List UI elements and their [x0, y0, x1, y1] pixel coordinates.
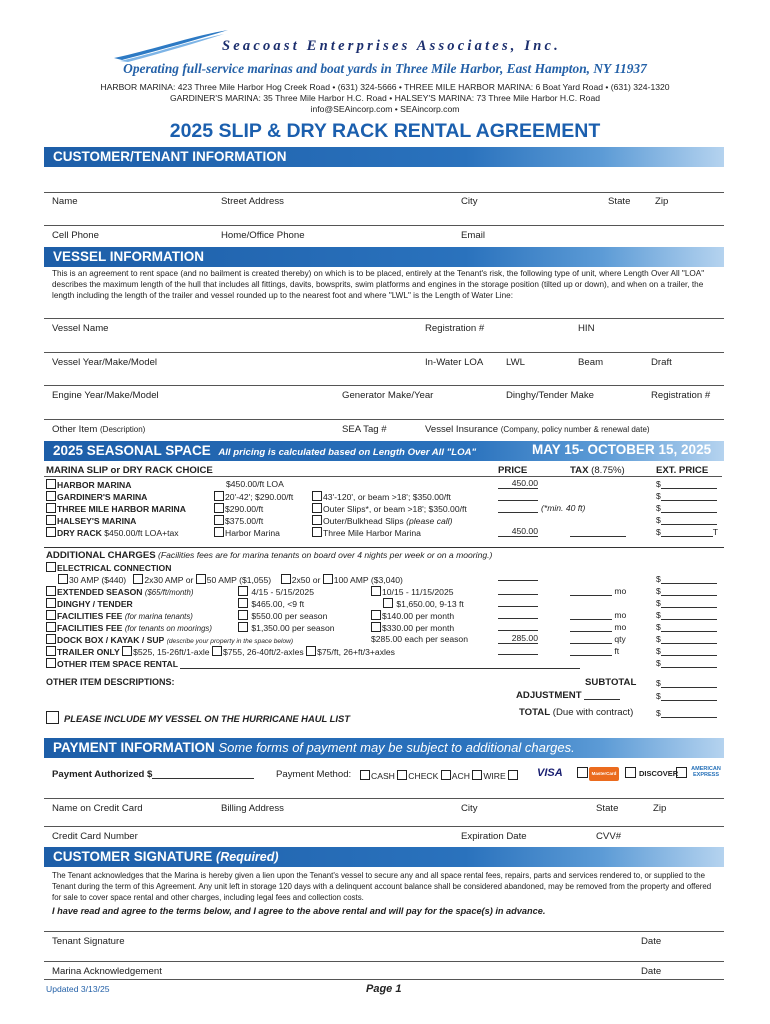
payment-note: Some forms of payment may be subject to additional charges. — [218, 740, 575, 755]
dinghy-price-line[interactable] — [498, 606, 538, 607]
check-option: CHECK — [408, 771, 439, 781]
card-number-label: Credit Card Number — [52, 831, 138, 842]
qty-unit: qty — [614, 634, 626, 644]
ach-option: ACH — [451, 771, 470, 781]
total-field[interactable] — [656, 708, 717, 718]
fac1-opt-1[interactable] — [238, 610, 327, 621]
other-item-descriptions-label: OTHER ITEM DESCRIPTIONS: — [46, 677, 175, 687]
vessel-heading: VESSEL INFORMATION — [53, 249, 205, 264]
agreement-title: 2025 SLIP & DRY RACK RENTAL AGREEMENT — [169, 120, 601, 142]
three-mile-opt-1[interactable] — [214, 503, 263, 514]
other-space-text: OTHER ITEM SPACE RENTAL — [57, 659, 178, 669]
subtotal-field[interactable] — [656, 678, 717, 688]
tax-column-header — [570, 465, 625, 476]
extended-opt-1[interactable] — [238, 586, 314, 597]
dollar-sign: $ — [656, 622, 661, 632]
vessel-description-text: This is an agreement to rent space (and no bailment is created thereby) on which is to be placed, entirely at the Tenant's risk, the following type of unit, where Length Over All "LOA" describes the maximum length of the hull that includes all fittings, davits, bowsprits, swim platforms and engines in the storage position (tilted up or down), and when on a trailer, the length including the length of the trailer and vessel rounded up to the nearest foot and where "LWL" is the Length of Water Line: — [52, 269, 705, 300]
halseys-marina-choice[interactable] — [46, 515, 136, 526]
season-heading-text: 2025 SEASONAL SPACE — [53, 443, 211, 458]
name-on-card-label: Name on Credit Card — [52, 803, 143, 814]
gardiners-opt-1-text: 20'-42'; $290.00/ft — [225, 492, 294, 502]
additional-heading-text: ADDITIONAL CHARGES — [46, 550, 156, 561]
payment-authorized-text: Payment Authorized $ — [52, 769, 153, 780]
gardiners-opt-1[interactable] — [214, 491, 293, 502]
halseys-opt-1[interactable] — [214, 515, 263, 526]
halseys-marina-text: HALSEY'S MARINA — [57, 516, 137, 526]
payment-heading-text: PAYMENT INFORMATION — [53, 740, 215, 755]
billing-state-label: State — [596, 803, 619, 814]
three-mile-harbor-text: THREE MILE HARBOR MARINA — [57, 504, 186, 514]
signature-required: (Required) — [216, 850, 279, 864]
dry-rack-tax-line[interactable] — [570, 536, 626, 537]
dollar-sign: $ — [656, 479, 661, 489]
add-ext-row — [656, 646, 717, 658]
footer-rule — [44, 979, 724, 980]
extended-opt-2[interactable] — [371, 586, 454, 597]
vessel-year-line[interactable] — [44, 352, 724, 353]
total-label — [519, 707, 633, 718]
other-item-label — [52, 424, 145, 435]
billing-address-label: Billing Address — [221, 803, 284, 814]
cell-phone-label: Cell Phone — [52, 230, 99, 241]
dollar-sign: $ — [656, 515, 661, 525]
draft-label: Draft — [651, 357, 672, 368]
phone-email-line[interactable] — [44, 225, 724, 226]
vessel-name-label: Vessel Name — [52, 323, 109, 334]
three-mile-opt-2[interactable] — [312, 503, 467, 514]
home-phone-label: Home/Office Phone — [221, 230, 305, 241]
dollar-sign: $ — [656, 678, 661, 688]
email-label: Email — [461, 230, 485, 241]
vessel-section-header — [44, 247, 724, 267]
dry-rack-opt-2-text: Three Mile Harbor Marina — [323, 528, 421, 538]
season-header-rule — [44, 476, 722, 477]
fac2-price-line[interactable] — [498, 630, 538, 631]
extended-rate: ($65/ft/month) — [144, 588, 194, 597]
harbor-marina-text: HARBOR MARINA — [57, 480, 132, 490]
three-mile-opt-2-text: Outer Slips*, or beam >18'; $350.00/ft — [323, 504, 467, 514]
tenant-date-label: Date — [641, 936, 662, 947]
payment-method — [276, 769, 351, 780]
trailer-ft[interactable] — [570, 646, 619, 656]
dry-rack-opt-1[interactable] — [214, 527, 280, 538]
vessel-year-make-model-label: Vessel Year/Make/Model — [52, 357, 158, 368]
dock-price[interactable]: 285.00 — [498, 633, 538, 644]
elec-price-line[interactable] — [498, 580, 538, 581]
ext-season-price-line[interactable] — [498, 594, 538, 595]
insurance-desc: (Company, policy number & renewal date) — [500, 425, 650, 434]
dinghy-opt-2-text: $1,650.00, 9-13 ft — [396, 599, 464, 609]
beam-label: Beam — [578, 357, 604, 368]
fac2-opt-1[interactable] — [238, 622, 335, 633]
price-column-header: PRICE — [498, 465, 528, 476]
elec-50amp: 50 AMP ($1,055) — [206, 575, 272, 585]
sea-tag-label: SEA Tag # — [342, 424, 387, 435]
card-number-line[interactable] — [44, 826, 724, 827]
registration2-label: Registration # — [651, 390, 711, 401]
dinghy-opt-2[interactable] — [383, 598, 464, 609]
hin-label: HIN — [578, 323, 595, 334]
total-note: (Due with contract) — [552, 707, 634, 718]
inwater-loa-label: In-Water LOA — [425, 357, 484, 368]
marina-addresses-1: HARBOR MARINA: 423 Three Mile Harbor Hog Creek Road • (631) 324-5666 • THREE MILE HARBOR MARINA: 6 Boat Yard Road • (631) 324-1320 — [100, 82, 670, 92]
electrical-connection[interactable] — [46, 562, 171, 573]
dollar-sign: $ — [656, 527, 661, 537]
dinghy-make-label: Dinghy/Tender Make — [506, 390, 594, 401]
marina-addresses-2: GARDINER'S MARINA: 35 Three Mile Harbor H.C. Road • HALSEY'S MARINA: 73 Three Mile Harbor H.C. Road — [169, 93, 601, 103]
fac1-opt-1-text: $550.00 per season — [251, 611, 328, 621]
three-mile-min-note: (*min. 40 ft) — [541, 503, 586, 513]
subtotal-label: SUBTOTAL — [585, 677, 637, 688]
extended-opt-1-text: 4/15 - 5/15/2025 — [251, 587, 314, 597]
tax-rate: (8.75%) — [591, 465, 625, 476]
fac2-opt-2-text: $330.00 per month — [382, 623, 455, 633]
other-item-space[interactable] — [46, 658, 580, 669]
amex-icon: AMERICAN EXPRESS — [691, 766, 721, 778]
trailer-opt-3: $75/ft, 26+ft/3+axles — [317, 647, 395, 657]
engine-label: Engine Year/Make/Model — [52, 390, 159, 401]
dry-rack-opt-1-text: Harbor Marina — [225, 528, 280, 538]
insurance-text: Vessel Insurance — [425, 424, 499, 435]
elec-2x30amp: 2x30 AMP or — [144, 575, 194, 585]
payment-method-options[interactable] — [360, 770, 519, 781]
expiration-label: Expiration Date — [461, 831, 527, 842]
dollar-sign: $ — [656, 574, 661, 584]
lien-acknowledgement-text: The Tenant acknowledges that the Marina is hereby given a lien upon the Tenant's vessel to secure any and all space rental fees, repairs, parts and services rendered to, or supplied to the Tenant during the term of this Agreement. Any unit left in storage 120 days with a delinquent account balance shall be considered abandoned, may be removed from the property and offered for sale to cover space rental and other charges, including legal fees and collection costs. — [52, 871, 712, 902]
fac2-opt-1-text: $1,350.00 per season — [251, 623, 335, 633]
ext-season-months[interactable] — [570, 586, 626, 596]
fac2-note: (for tenants on moorings) — [124, 624, 212, 633]
dock-box-kayak[interactable] — [46, 634, 293, 645]
extended-season-text: EXTENDED SEASON — [57, 587, 143, 597]
dollar-sign: $ — [656, 646, 661, 656]
season-heading — [53, 443, 476, 458]
name-address-line[interactable] — [44, 192, 724, 193]
card-name-line[interactable] — [44, 798, 724, 799]
fac2-months[interactable] — [570, 622, 626, 632]
dock-note: (describe your property in the space below) — [166, 638, 294, 645]
dry-rack-price[interactable]: 450.00 — [498, 526, 538, 537]
adjustment-label — [516, 690, 620, 701]
dollar-sign: $ — [656, 598, 661, 608]
dinghy-tender-text: DINGHY / TENDER — [57, 599, 133, 609]
season-dates: MAY 15- OCTOBER 15, 2025 — [532, 442, 712, 457]
dollar-sign: $ — [656, 491, 661, 501]
signature-heading-text: CUSTOMER SIGNATURE — [53, 849, 213, 864]
agree-statement: I have read and agree to the terms below, and I agree to the above rental and will pay for the space(s) in advance. — [52, 906, 546, 916]
discover-checkbox[interactable] — [676, 767, 687, 778]
company-tagline: Operating full-service marinas and boat yards in Three Mile Harbor, East Hampton, NY 11937 — [123, 61, 647, 76]
mastercard-checkbox[interactable] — [625, 767, 636, 778]
dry-rack-rate: $450.00/ft LOA+tax — [104, 528, 179, 538]
fac2-text: FACILITIES FEE — [57, 623, 123, 633]
dock-text: DOCK BOX / KAYAK / SUP — [57, 635, 165, 645]
mo-unit: mo — [614, 610, 627, 620]
wire-option: WIRE — [483, 771, 506, 781]
fac1-opt-2[interactable] — [371, 610, 454, 621]
three-mile-price-line[interactable] — [498, 512, 538, 513]
street-label: Street Address — [221, 196, 284, 207]
gardiners-opt-2-text: 43'-120', or beam >18'; $350.00/ft — [323, 492, 451, 502]
contact-email-web: info@SEAincorp.com • SEAincorp.com — [310, 104, 460, 114]
dollar-sign: $ — [656, 634, 661, 644]
payment-authorized[interactable] — [52, 769, 254, 780]
three-mile-harbor-choice[interactable] — [46, 503, 186, 514]
total-text: TOTAL — [519, 707, 551, 718]
ext-price-column-header: EXT. PRICE — [656, 465, 709, 476]
mo-unit: mo — [614, 622, 627, 632]
updated-date: Updated 3/13/25 — [46, 984, 110, 994]
extended-season[interactable] — [46, 586, 193, 597]
elec-2x50: 2x50 or — [291, 575, 321, 585]
payment-method-text: Payment Method: — [276, 769, 352, 780]
dock-opt: $285.00 each per season — [371, 634, 468, 644]
taxable-mark: T — [712, 527, 719, 537]
dollar-sign: $ — [656, 658, 661, 668]
add-ext-row — [656, 598, 717, 610]
additional-top-rule — [44, 547, 724, 548]
customer-section-header — [44, 147, 724, 167]
halseys-please-call: (please call) — [406, 516, 453, 526]
season-section-header — [44, 441, 724, 461]
page-number: Page 1 — [366, 983, 402, 995]
other-item-text: Other Item — [52, 424, 98, 435]
ext-price-row-5 — [656, 527, 718, 539]
dollar-sign: $ — [656, 610, 661, 620]
fac1-opt-2-text: $140.00 per month — [382, 611, 455, 621]
ext-price-row-4 — [656, 515, 718, 527]
add-ext-row — [656, 634, 717, 646]
halseys-opt-2[interactable] — [312, 515, 452, 526]
dry-rack-text: DRY RACK — [57, 528, 102, 538]
facilities-fee-mooring[interactable] — [46, 622, 212, 633]
payment-heading — [53, 740, 575, 755]
pricing-note: All pricing is calculated based on Length Over All "LOA" — [218, 447, 477, 458]
marina-ack-label: Marina Acknowledgement — [52, 966, 162, 977]
company-logo-swoosh-icon — [112, 28, 230, 62]
generator-label: Generator Make/Year — [342, 390, 434, 401]
dollar-sign: $ — [656, 503, 661, 513]
halseys-opt-1-text: $375.00/ft — [225, 516, 264, 526]
additional-ext-price-column[interactable] — [656, 574, 717, 670]
engine-line[interactable] — [44, 385, 724, 386]
three-mile-opt-1-text: $290.00/ft — [225, 504, 264, 514]
harbor-marina-choice[interactable] — [46, 479, 131, 490]
cash-option: CASH — [371, 771, 395, 781]
dock-qty[interactable] — [570, 634, 626, 644]
city-label: City — [461, 196, 478, 207]
fac1-text: FACILITIES FEE — [57, 611, 123, 621]
gardiners-marina-text: GARDINER'S MARINA — [57, 492, 148, 502]
dinghy-opt-1[interactable] — [238, 598, 304, 609]
choice-column-header: MARINA SLIP or DRY RACK CHOICE — [46, 465, 213, 476]
dry-rack-choice[interactable] — [46, 527, 179, 538]
gardiners-opt-2[interactable] — [312, 491, 451, 502]
dollar-sign: $ — [656, 691, 661, 701]
ext-price-row-3 — [656, 503, 718, 515]
tenant-signature-line[interactable] — [44, 931, 724, 932]
name-label: Name — [52, 196, 78, 207]
billing-city-label: City — [461, 803, 478, 814]
trailer-price-line[interactable] — [498, 654, 538, 655]
payment-section-header — [44, 738, 724, 758]
add-ext-row — [656, 658, 717, 670]
discover-icon: DISCOVER — [639, 769, 679, 778]
ext-price-row-2 — [656, 491, 718, 503]
add-ext-row — [656, 622, 717, 634]
vessel-name-line[interactable] — [44, 318, 724, 319]
extended-opt-2-text: 10/15 - 11/15/2025 — [382, 587, 454, 597]
lwl-label: LWL — [506, 357, 526, 368]
visa-checkbox[interactable] — [577, 767, 588, 778]
adjustment-text: ADJUSTMENT — [516, 690, 582, 701]
dinghy-tender[interactable] — [46, 598, 133, 609]
add-ext-row — [656, 610, 717, 622]
registration-label: Registration # — [425, 323, 485, 334]
billing-zip-label: Zip — [653, 803, 667, 814]
mastercard-icon: MasterCard — [589, 767, 619, 781]
dollar-sign: $ — [656, 708, 661, 718]
adjustment-field[interactable] — [656, 691, 717, 701]
tenant-signature-label: Tenant Signature — [52, 936, 125, 947]
trailer-only[interactable] — [46, 646, 395, 657]
dinghy-opt-1-text: $465.00, <9 ft — [251, 599, 305, 609]
additional-heading-note: (Facilities fees are for marina tenants on board over 4 nights per week or on a mooring.) — [158, 550, 493, 560]
electrical-options[interactable] — [58, 574, 403, 585]
signature-section-header — [44, 847, 724, 867]
fac1-months[interactable] — [570, 610, 626, 620]
add-ext-row — [656, 586, 717, 598]
other-item-desc: (Description) — [100, 425, 146, 434]
fac1-price-line[interactable] — [498, 618, 538, 619]
add-ext-row — [656, 574, 717, 586]
halseys-opt-2-text: Outer/Bulkhead Slips — [323, 516, 404, 526]
fac1-note: (for marina tenants) — [124, 612, 193, 621]
gardiners-marina-choice[interactable] — [46, 491, 147, 502]
zip-label: Zip — [655, 196, 669, 207]
other-item-line[interactable] — [44, 419, 724, 420]
hurricane-haul-checkbox[interactable] — [46, 711, 59, 724]
signature-heading — [53, 849, 279, 864]
additional-charges-heading — [46, 550, 492, 561]
gardiners-price-line[interactable] — [498, 500, 538, 501]
marina-date-label: Date — [641, 966, 662, 977]
tax-text: TAX — [570, 465, 589, 476]
fac2-opt-2[interactable] — [371, 622, 454, 633]
hurricane-haul-label: PLEASE INCLUDE MY VESSEL ON THE HURRICANE HAUL LIST — [64, 713, 350, 724]
harbor-marina-rate: $450.00/ft LOA — [226, 479, 284, 489]
company-name: Seacoast Enterprises Associates, Inc. — [222, 38, 562, 54]
season-ext-price-column[interactable] — [656, 479, 718, 539]
harbor-marina-price[interactable]: 450.00 — [498, 478, 538, 489]
mo-unit: mo — [614, 586, 627, 596]
customer-heading: CUSTOMER/TENANT INFORMATION — [53, 149, 287, 164]
trailer-opt-2: $755, 26-40ft/2-axles — [222, 647, 304, 657]
trailer-opt-1: $525, 15-26ft/1-axle — [133, 647, 210, 657]
visa-icon: VISA — [537, 767, 563, 779]
ext-price-row-1 — [656, 479, 718, 491]
dollar-sign: $ — [656, 586, 661, 596]
insurance-label — [425, 424, 650, 435]
elec-100amp: 100 AMP ($3,040) — [333, 575, 403, 585]
state-label: State — [608, 196, 631, 207]
electrical-text: ELECTRICAL CONNECTION — [57, 563, 172, 573]
facilities-fee-marina[interactable] — [46, 610, 193, 621]
marina-ack-line[interactable] — [44, 961, 724, 962]
dry-rack-opt-2[interactable] — [312, 527, 421, 538]
trailer-text: TRAILER ONLY — [57, 647, 120, 657]
ft-unit: ft — [614, 646, 620, 656]
cvv-label: CVV# — [596, 831, 622, 842]
elec-30amp: 30 AMP ($440) — [69, 575, 127, 585]
